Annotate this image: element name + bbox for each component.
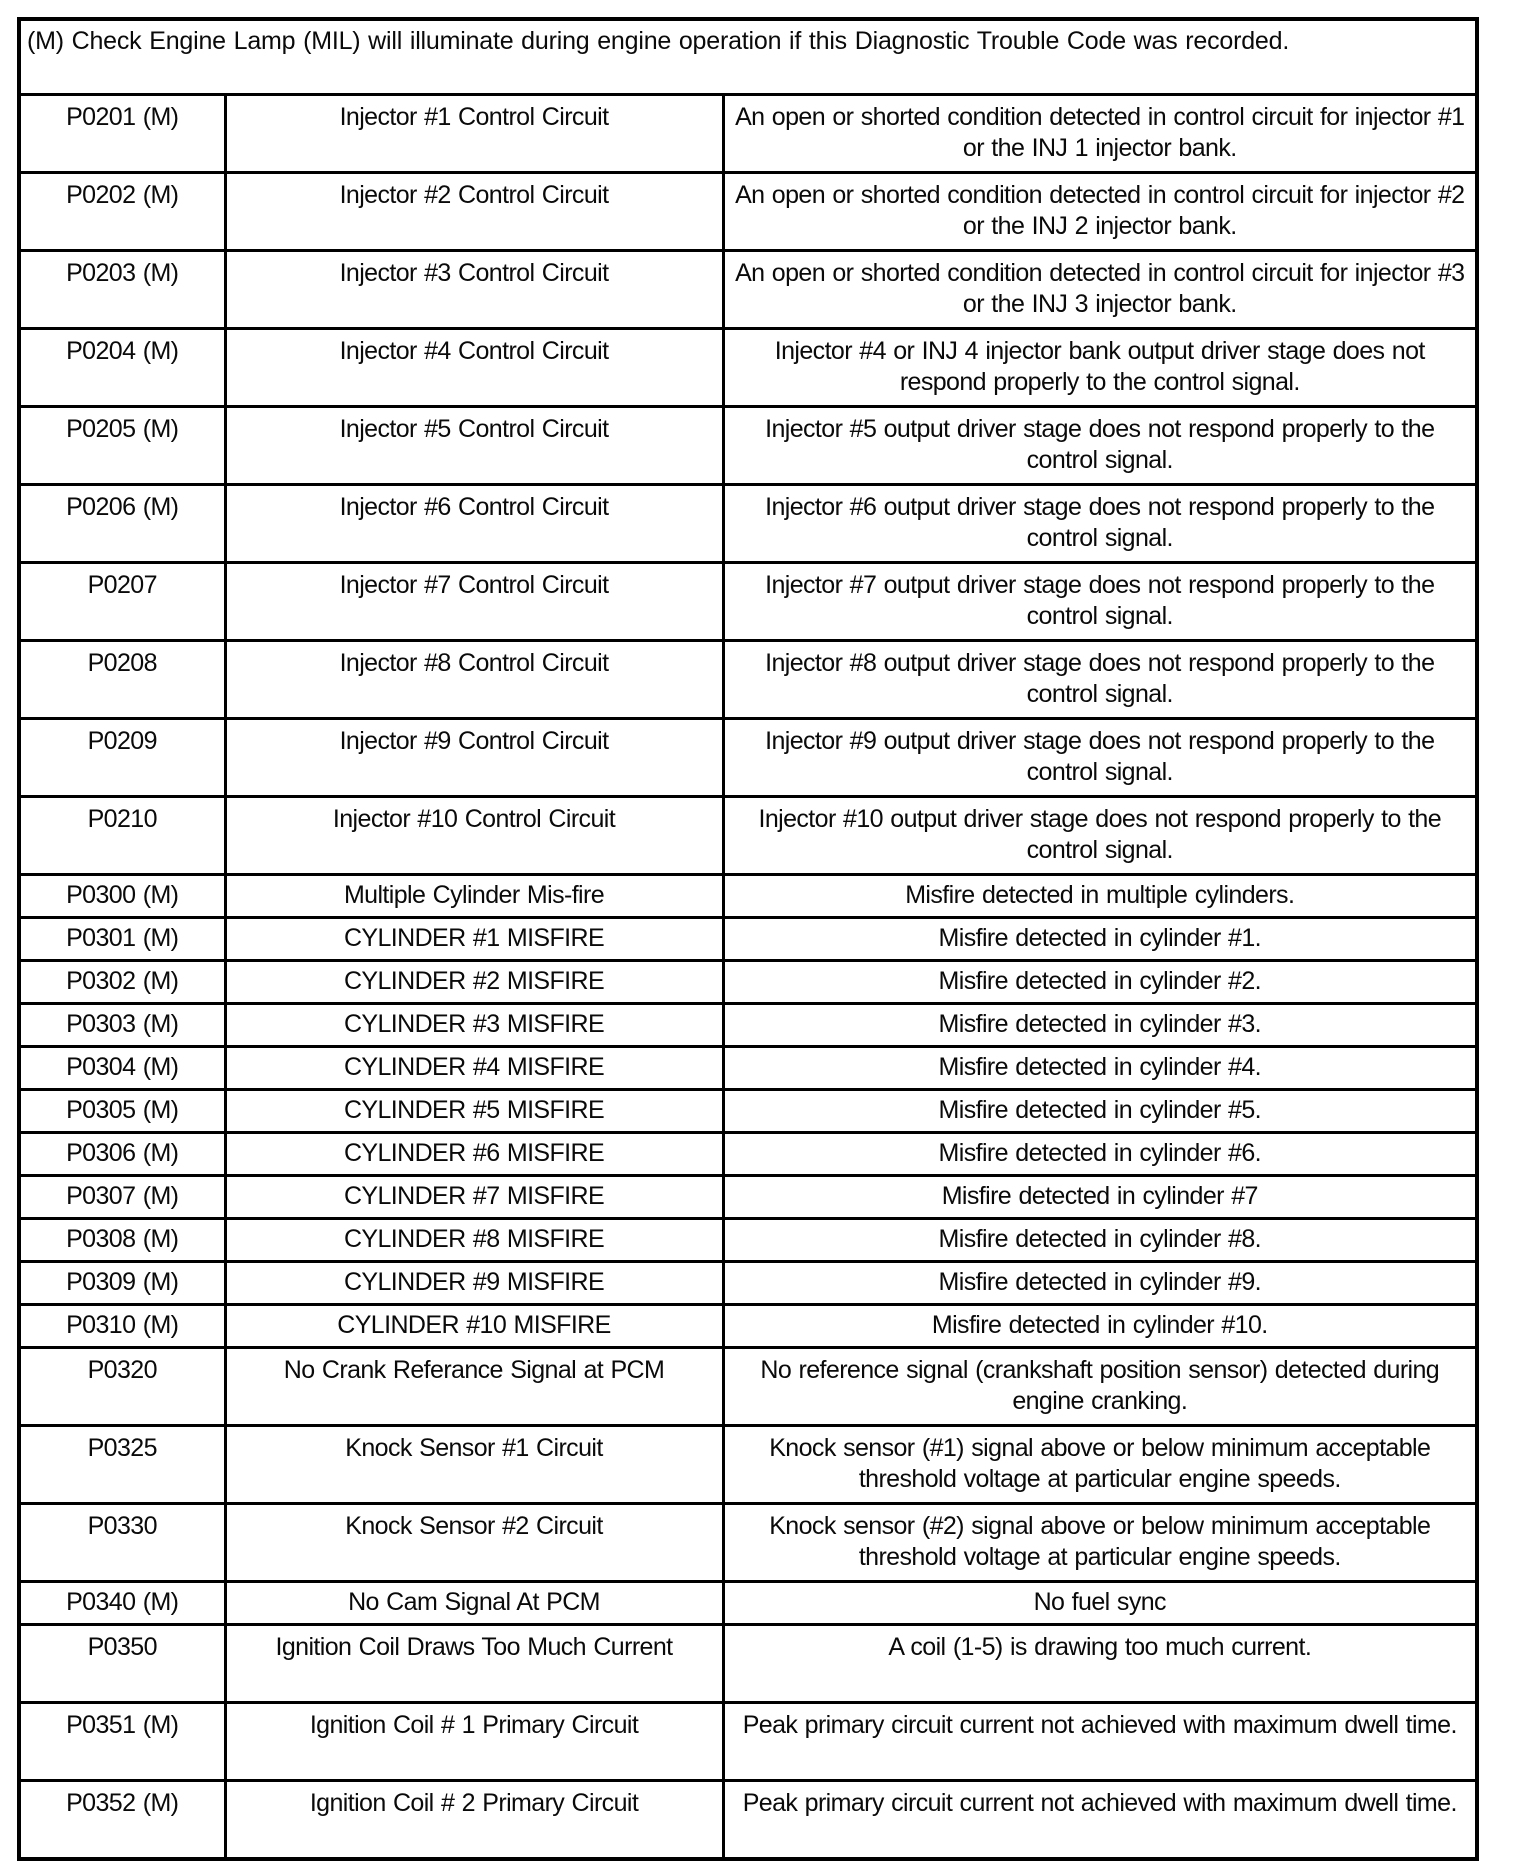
dtc-description: Misfire detected in cylinder #10. xyxy=(723,1305,1477,1348)
dtc-name: CYLINDER #2 MISFIRE xyxy=(225,961,723,1004)
dtc-name: Ignition Coil # 1 Primary Circuit xyxy=(225,1703,723,1781)
dtc-code: P0306 (M) xyxy=(19,1133,225,1176)
dtc-name: Injector #7 Control Circuit xyxy=(225,563,723,641)
dtc-code: P0208 xyxy=(19,641,225,719)
table-row xyxy=(19,173,1477,251)
dtc-name: Injector #3 Control Circuit xyxy=(225,251,723,329)
table-row xyxy=(19,1582,1477,1625)
dtc-description: Misfire detected in cylinder #8. xyxy=(723,1219,1477,1262)
dtc-code: P0305 (M) xyxy=(19,1090,225,1133)
dtc-description: Misfire detected in cylinder #1. xyxy=(723,918,1477,961)
dtc-name: Injector #5 Control Circuit xyxy=(225,407,723,485)
dtc-description: No reference signal (crankshaft position sensor) detected during engine cranking. xyxy=(723,1348,1477,1426)
dtc-name: CYLINDER #5 MISFIRE xyxy=(225,1090,723,1133)
table-row xyxy=(19,1262,1477,1305)
dtc-name: Injector #2 Control Circuit xyxy=(225,173,723,251)
dtc-code: P0209 xyxy=(19,719,225,797)
dtc-code: P0301 (M) xyxy=(19,918,225,961)
dtc-name: CYLINDER #9 MISFIRE xyxy=(225,1262,723,1305)
dtc-code: P0210 xyxy=(19,797,225,875)
table-row xyxy=(19,719,1477,797)
dtc-code: P0309 (M) xyxy=(19,1262,225,1305)
dtc-name: CYLINDER #7 MISFIRE xyxy=(225,1176,723,1219)
dtc-description: An open or shorted condition detected in control circuit for injector #3 or the INJ 3 injector bank. xyxy=(723,251,1477,329)
table-row xyxy=(19,563,1477,641)
dtc-code: P0351 (M) xyxy=(19,1703,225,1781)
dtc-description: Misfire detected in cylinder #2. xyxy=(723,961,1477,1004)
dtc-code: P0207 xyxy=(19,563,225,641)
dtc-description: Misfire detected in cylinder #4. xyxy=(723,1047,1477,1090)
dtc-name: Ignition Coil Draws Too Much Current xyxy=(225,1625,723,1703)
table-row xyxy=(19,797,1477,875)
table-row xyxy=(19,1090,1477,1133)
dtc-code: P0310 (M) xyxy=(19,1305,225,1348)
dtc-code: P0302 (M) xyxy=(19,961,225,1004)
table-row xyxy=(19,875,1477,918)
dtc-name: Injector #10 Control Circuit xyxy=(225,797,723,875)
dtc-description: Misfire detected in cylinder #5. xyxy=(723,1090,1477,1133)
dtc-name: Knock Sensor #2 Circuit xyxy=(225,1504,723,1582)
dtc-code: P0205 (M) xyxy=(19,407,225,485)
dtc-code: P0201 (M) xyxy=(19,95,225,173)
dtc-code: P0303 (M) xyxy=(19,1004,225,1047)
dtc-description: Knock sensor (#1) signal above or below minimum acceptable threshold voltage at particular engine speeds. xyxy=(723,1426,1477,1504)
dtc-name: Injector #9 Control Circuit xyxy=(225,719,723,797)
dtc-code: P0202 (M) xyxy=(19,173,225,251)
mil-note-row xyxy=(19,19,1477,95)
dtc-name: Injector #6 Control Circuit xyxy=(225,485,723,563)
table-row xyxy=(19,1176,1477,1219)
table-row xyxy=(19,329,1477,407)
table-row xyxy=(19,1305,1477,1348)
dtc-description: Misfire detected in multiple cylinders. xyxy=(723,875,1477,918)
dtc-description: No fuel sync xyxy=(723,1582,1477,1625)
dtc-description: Misfire detected in cylinder #3. xyxy=(723,1004,1477,1047)
dtc-name: CYLINDER #6 MISFIRE xyxy=(225,1133,723,1176)
table-row xyxy=(19,1426,1477,1504)
dtc-description: Injector #5 output driver stage does not respond properly to the control signal. xyxy=(723,407,1477,485)
dtc-name: No Cam Signal At PCM xyxy=(225,1582,723,1625)
dtc-code: P0352 (M) xyxy=(19,1781,225,1860)
table-row xyxy=(19,485,1477,563)
dtc-name: Knock Sensor #1 Circuit xyxy=(225,1426,723,1504)
table-row xyxy=(19,95,1477,173)
dtc-code: P0320 xyxy=(19,1348,225,1426)
dtc-description: An open or shorted condition detected in control circuit for injector #2 or the INJ 2 injector bank. xyxy=(723,173,1477,251)
table-row xyxy=(19,1348,1477,1426)
table-row xyxy=(19,961,1477,1004)
dtc-description: An open or shorted condition detected in control circuit for injector #1 or the INJ 1 injector bank. xyxy=(723,95,1477,173)
dtc-description: Misfire detected in cylinder #7 xyxy=(723,1176,1477,1219)
dtc-description: A coil (1-5) is drawing too much current. xyxy=(723,1625,1477,1703)
table-row xyxy=(19,1703,1477,1781)
table-row xyxy=(19,1781,1477,1860)
table-row xyxy=(19,1133,1477,1176)
table-row xyxy=(19,407,1477,485)
dtc-description: Injector #7 output driver stage does not respond properly to the control signal. xyxy=(723,563,1477,641)
dtc-name: Injector #1 Control Circuit xyxy=(225,95,723,173)
dtc-code: P0350 xyxy=(19,1625,225,1703)
dtc-code: P0340 (M) xyxy=(19,1582,225,1625)
dtc-description: Injector #8 output driver stage does not respond properly to the control signal. xyxy=(723,641,1477,719)
dtc-description: Injector #10 output driver stage does not respond properly to the control signal. xyxy=(723,797,1477,875)
dtc-code: P0325 xyxy=(19,1426,225,1504)
dtc-code: P0300 (M) xyxy=(19,875,225,918)
dtc-name: CYLINDER #10 MISFIRE xyxy=(225,1305,723,1348)
table-row xyxy=(19,641,1477,719)
dtc-name: Ignition Coil # 2 Primary Circuit xyxy=(225,1781,723,1860)
dtc-name: CYLINDER #3 MISFIRE xyxy=(225,1004,723,1047)
dtc-name: Injector #8 Control Circuit xyxy=(225,641,723,719)
dtc-code: P0203 (M) xyxy=(19,251,225,329)
dtc-name: CYLINDER #8 MISFIRE xyxy=(225,1219,723,1262)
dtc-table-body xyxy=(19,19,1477,1859)
table-row xyxy=(19,918,1477,961)
dtc-name: CYLINDER #1 MISFIRE xyxy=(225,918,723,961)
table-row xyxy=(19,251,1477,329)
dtc-code: P0206 (M) xyxy=(19,485,225,563)
dtc-description: Injector #6 output driver stage does not respond properly to the control signal. xyxy=(723,485,1477,563)
dtc-name: No Crank Referance Signal at PCM xyxy=(225,1348,723,1426)
table-row xyxy=(19,1504,1477,1582)
dtc-code: P0307 (M) xyxy=(19,1176,225,1219)
dtc-description: Peak primary circuit current not achieved with maximum dwell time. xyxy=(723,1703,1477,1781)
table-row xyxy=(19,1047,1477,1090)
table-row xyxy=(19,1004,1477,1047)
table-row xyxy=(19,1625,1477,1703)
dtc-code: P0308 (M) xyxy=(19,1219,225,1262)
dtc-name: Multiple Cylinder Mis-fire xyxy=(225,875,723,918)
table-row xyxy=(19,1219,1477,1262)
dtc-description: Injector #9 output driver stage does not respond properly to the control signal. xyxy=(723,719,1477,797)
dtc-description: Misfire detected in cylinder #9. xyxy=(723,1262,1477,1305)
dtc-code: P0330 xyxy=(19,1504,225,1582)
dtc-description: Knock sensor (#2) signal above or below minimum acceptable threshold voltage at particular engine speeds. xyxy=(723,1504,1477,1582)
dtc-name: CYLINDER #4 MISFIRE xyxy=(225,1047,723,1090)
dtc-code: P0304 (M) xyxy=(19,1047,225,1090)
dtc-table xyxy=(17,17,1479,1861)
dtc-description: Peak primary circuit current not achieved with maximum dwell time. xyxy=(723,1781,1477,1860)
dtc-document xyxy=(17,17,1475,1861)
dtc-name: Injector #4 Control Circuit xyxy=(225,329,723,407)
dtc-code: P0204 (M) xyxy=(19,329,225,407)
dtc-description: Misfire detected in cylinder #6. xyxy=(723,1133,1477,1176)
mil-note: (M) Check Engine Lamp (MIL) will illuminate during engine operation if this Diagnostic Trouble Code was recorded. xyxy=(19,19,1477,95)
dtc-description: Injector #4 or INJ 4 injector bank output driver stage does not respond properly to the control signal. xyxy=(723,329,1477,407)
